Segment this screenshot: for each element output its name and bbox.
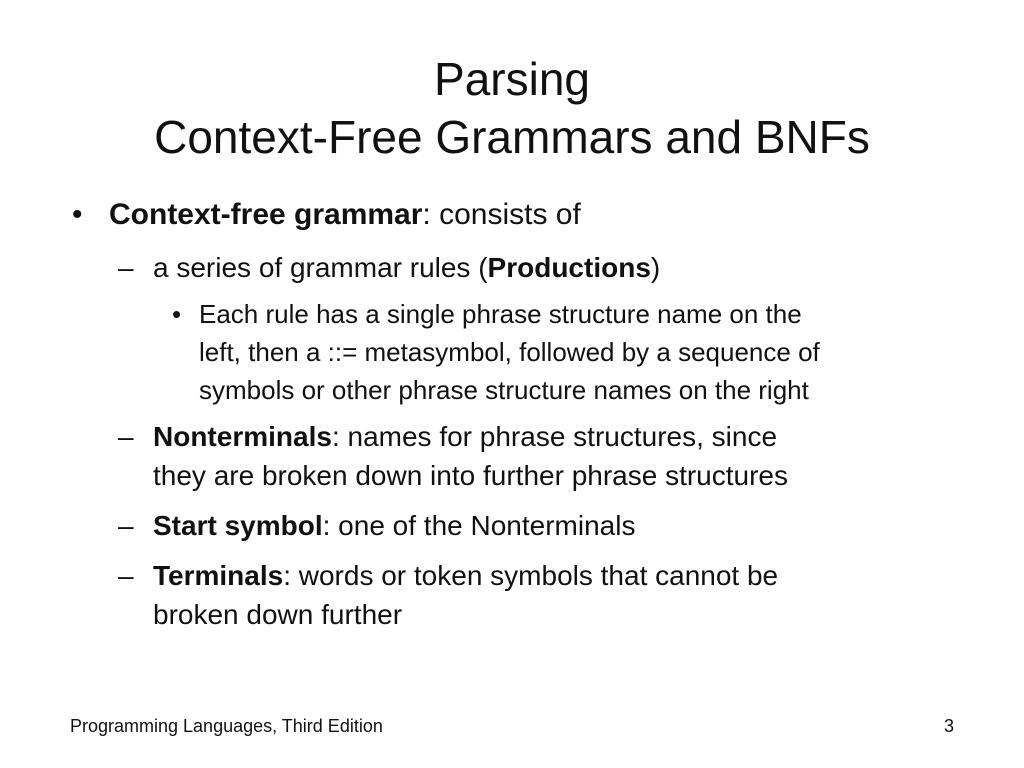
bullet-text: a series of grammar rules ( [153, 252, 488, 283]
slide-title [0, 50, 1024, 166]
footer-book-title: Programming Languages, Third Edition [70, 716, 383, 736]
sub-sub-bullet-line-1: Each rule has a single phrase structure name on the [199, 299, 802, 329]
footer-page-number: 3 [943, 716, 954, 736]
bullet-text: : words or token symbols that cannot be [283, 560, 779, 591]
sub-bullet-terminals-line-2: broken down further [153, 599, 403, 630]
dash-marker: – [118, 510, 134, 541]
dash-marker: – [118, 560, 134, 591]
sub-bullet-productions [153, 252, 660, 284]
bullet-text: : one of the Nonterminals [322, 510, 636, 541]
term-context-free-grammar: Context-free grammar [109, 198, 423, 231]
slide-title-line-1: Parsing [434, 53, 590, 105]
bullet-text: : consists of [422, 198, 581, 231]
bullet-marker: • [172, 299, 182, 329]
bullet-text: : names for phrase structures, since [331, 421, 778, 452]
slide-title-line-2: Context-Free Grammars and BNFs [154, 111, 870, 163]
bullet-context-free-grammar [109, 198, 581, 232]
sub-bullet-nonterminals-line-2: they are broken down into further phrase structures [153, 460, 789, 491]
dash-marker: – [118, 252, 134, 283]
term-productions: Productions [487, 252, 651, 283]
sub-bullet-start-symbol [153, 510, 635, 542]
sub-sub-bullet-line-3: symbols or other phrase structure names on the right [199, 375, 809, 405]
term-start-symbol: Start symbol [153, 510, 323, 541]
sub-bullet-nonterminals [153, 421, 777, 453]
term-nonterminals: Nonterminals [153, 421, 332, 452]
bullet-text: ) [650, 252, 661, 283]
dash-marker: – [118, 421, 134, 452]
bullet-marker: • [72, 198, 83, 231]
sub-sub-bullet-line-2: left, then a ::= metasymbol, followed by a sequence of [199, 337, 820, 367]
sub-bullet-terminals [153, 560, 778, 592]
term-terminals: Terminals [153, 560, 284, 591]
